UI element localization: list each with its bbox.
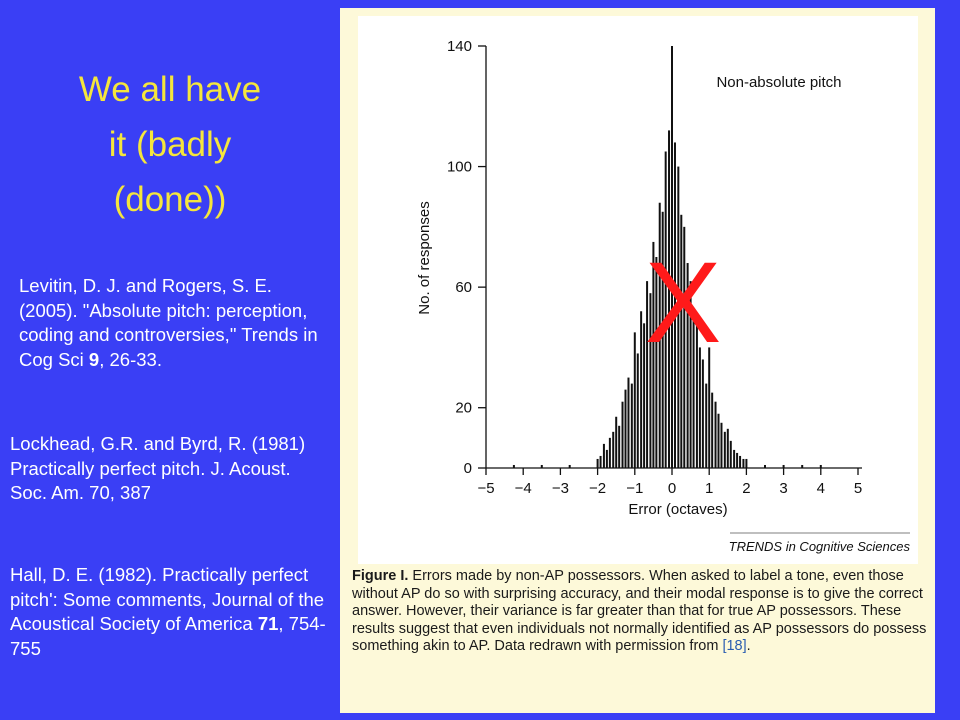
histogram-bar [702,359,704,468]
histogram-bar [705,384,707,468]
caption-citation-link[interactable]: [18] [722,638,747,655]
x-tick-label: 5 [853,480,863,497]
y-tick-label: 60 [455,279,472,297]
histogram-bar [600,456,602,468]
slide-title-line: (done)) [113,180,227,219]
source-label: TRENDS in Cognitive Sciences [728,539,910,554]
y-tick-label: 0 [463,460,472,477]
reference-text: Levitin, D. J. and Rogers, S. E. (2005). "Absolute pitch: perception, coding and controversies," Trends in Cog Sci [19,275,318,370]
histogram-bar [634,332,636,468]
histogram-bar [597,459,599,468]
histogram-bar [615,417,617,468]
histogram-bar [711,393,713,468]
histogram-bar [720,423,722,468]
histogram-bar [609,438,611,468]
y-tick-label: 100 [446,158,472,176]
y-tick-label: 140 [446,38,472,55]
x-tick-label: 0 [667,480,677,497]
figure-panel [340,8,935,713]
reference-volume: 71 [257,613,279,634]
caption-end: . [746,638,751,655]
reference-levitin [19,274,319,372]
histogram-bar [733,450,735,468]
histogram-bar [736,453,738,468]
reference-lockhead [10,432,325,506]
histogram-bar [569,465,571,468]
histogram-bar [783,465,785,468]
histogram-bar [739,456,741,468]
histogram-bar [625,390,627,468]
histogram-bar [513,465,515,468]
reference-pages: , 26-33. [99,348,162,370]
overlay-x-mark: X [644,239,722,367]
histogram-bar [730,441,732,468]
histogram-bar [541,465,543,468]
histogram-bar [718,414,720,468]
slide-title [20,62,320,227]
histogram-bar [820,465,822,468]
x-tick-label: 3 [779,480,788,497]
x-tick-label: 4 [816,480,825,497]
histogram-bar [603,444,605,468]
histogram-bar [612,432,614,468]
x-tick-label: −5 [477,480,495,497]
histogram-chart [358,16,918,564]
x-tick-label: 2 [742,480,751,497]
x-tick-label: −1 [626,480,644,497]
x-tick-label: −3 [551,480,569,497]
reference-volume: 9 [88,348,100,370]
x-tick-label: −4 [514,480,532,497]
histogram-bar [606,450,608,468]
chart-area [358,16,918,564]
reference-pages: , 754-755 [10,613,326,659]
histogram-bar [724,432,726,468]
histogram-bar [742,459,744,468]
legend-label: Non-absolute pitch [716,74,842,91]
histogram-bar [631,384,633,468]
histogram-bar [627,378,629,468]
histogram-bar [715,402,717,468]
figure-caption [352,568,927,656]
histogram-bar [727,429,729,468]
slide-title-line: We all have [78,70,262,109]
reference-text: Lockhead, G.R. and Byrd, R. (1981) Practically perfect pitch. J. Acoust. Soc. Am. 70, 387 [10,433,306,503]
x-tick-label: −2 [589,480,607,497]
histogram-bar [618,426,620,468]
histogram-bar [637,353,639,468]
y-tick-label: 20 [455,399,472,417]
caption-text: Errors made by non-AP possessors. When asked to label a tone, even those without AP do so with surprising accuracy, and their modal response is to give the correct answer. However, their variance is far greater than that for true AP possessors. These results suggest that even individuals not normally identified as AP possessors do possess something akin to AP. Data redrawn with permission from [352,568,927,655]
histogram-bar [745,459,747,468]
reference-text: Hall, D. E. (1982). Practically perfect pitch': Some comments, Journal of the Acoustical Society of America [10,564,325,634]
histogram-bar [640,311,642,468]
histogram-bar [764,465,766,468]
y-axis-label: No. of responses [416,201,433,315]
caption-label: Figure I. [352,568,409,584]
reference-hall [10,563,350,661]
histogram-bar [801,465,803,468]
x-axis-label: Error (octaves) [628,501,728,518]
slide-title-line: it (badly [108,125,232,164]
histogram-bar [622,402,624,468]
x-tick-label: 1 [705,480,714,497]
